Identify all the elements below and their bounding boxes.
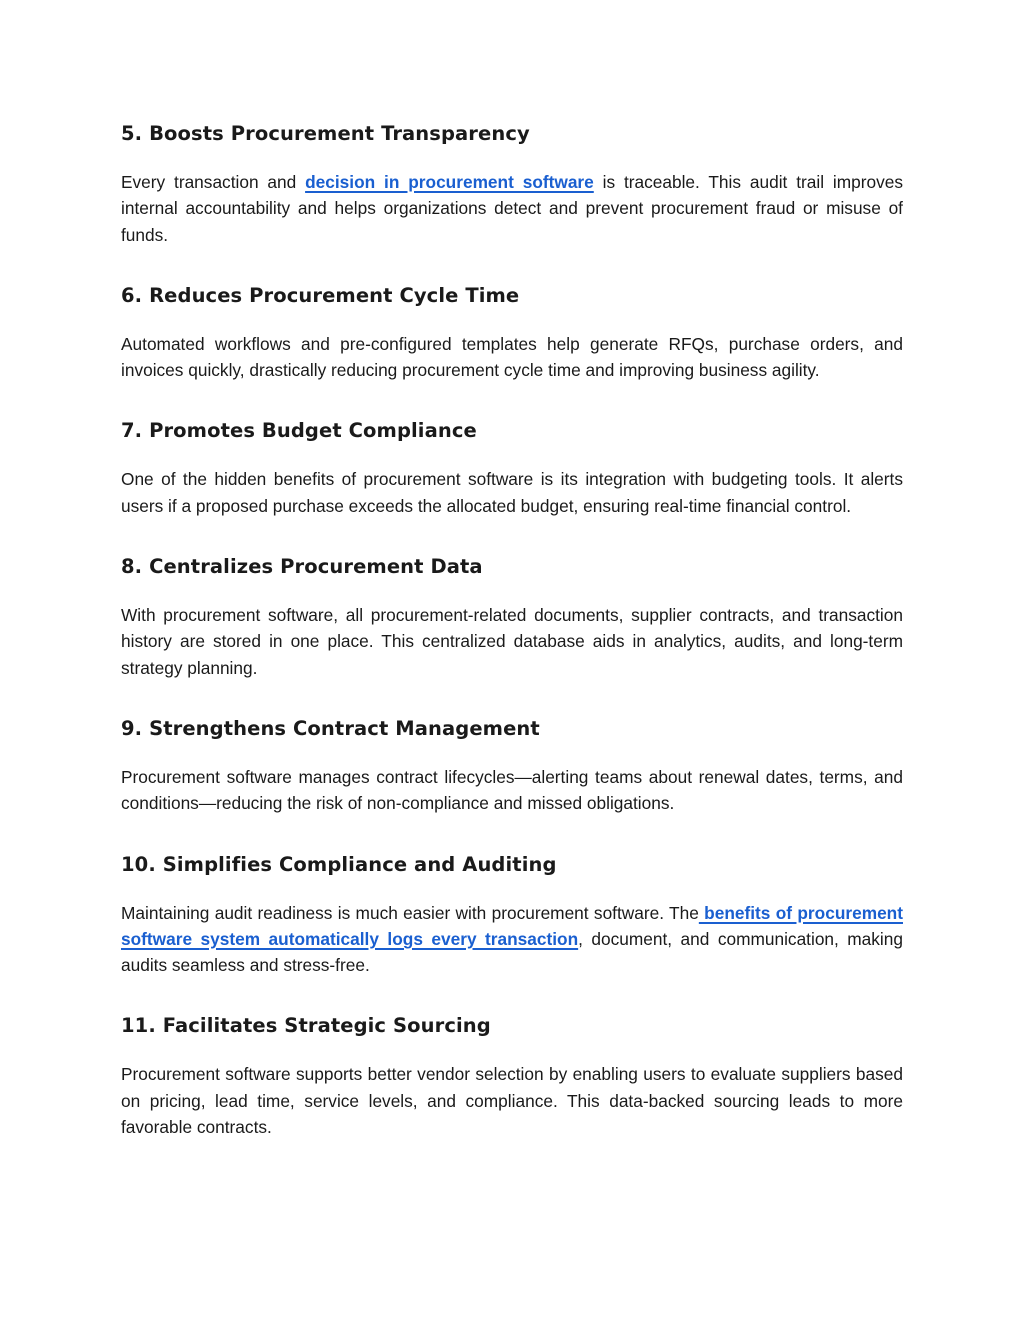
benefits-of-procurement-software-link[interactable]: benefits of procurement software system automatically logs every transaction: [121, 902, 903, 949]
section-paragraph: Automated workflows and pre-configured templates help generate RFQs, purchase orders, and invoices quickly, drastically reducing procurement cycle time and improving business agility.: [121, 333, 903, 381]
paragraph-text: is traceable. This audit trail improves internal accountability and helps organizations detect and prevent procurement fraud or misuse of funds.: [121, 172, 903, 245]
section-strategic-sourcing: [121, 1010, 903, 1140]
section-heading: 11. Facilitates Strategic Sourcing: [121, 1014, 491, 1038]
paragraph-text: , document, and communication, making audits seamless and stress-free.: [121, 928, 903, 976]
section-centralizes-data: [121, 551, 903, 681]
section-paragraph: One of the hidden benefits of procurement software is its integration with budgeting tools. It alerts users if a proposed purchase exceeds the allocated budget, ensuring real-time financial control.: [121, 469, 903, 516]
section-heading: 7. Promotes Budget Compliance: [121, 419, 477, 443]
section-compliance-auditing: [121, 849, 903, 979]
section-heading: 8. Centralizes Procurement Data: [121, 555, 483, 579]
section-budget-compliance: [121, 415, 903, 519]
section-heading: 5. Boosts Procurement Transparency: [121, 122, 530, 145]
decision-in-procurement-software-link[interactable]: decision in procurement software: [305, 172, 594, 192]
section-paragraph: [121, 169, 903, 248]
section-paragraph: Procurement software supports better vendor selection by enabling users to evaluate suppliers based on pricing, lead time, service levels, and compliance. This data-backed sourcing leads to more favorable contracts.: [121, 1064, 903, 1138]
section-procurement-transparency: [121, 118, 903, 248]
section-cycle-time: [121, 280, 903, 384]
section-heading: 6. Reduces Procurement Cycle Time: [121, 283, 520, 307]
paragraph-text: Maintaining audit readiness is much easier with procurement software. The: [121, 902, 699, 923]
document-page: [121, 118, 903, 1172]
section-heading: 10. Simplifies Compliance and Auditing: [121, 852, 557, 876]
section-paragraph: Procurement software manages contract lifecycles—alerting teams about renewal dates, terms, and conditions—reducing the risk of non-compliance and missed obligations.: [121, 766, 903, 814]
paragraph-text: Every transaction and: [121, 172, 306, 192]
section-heading: 9. Strengthens Contract Management: [121, 716, 540, 740]
section-paragraph: With procurement software, all procurement-related documents, supplier contracts, and transaction history are stored in one place. This centralized database aids in analytics, audits, and long-term strategy planning.: [121, 605, 903, 678]
section-contract-management: [121, 713, 903, 817]
section-paragraph: [121, 900, 903, 979]
